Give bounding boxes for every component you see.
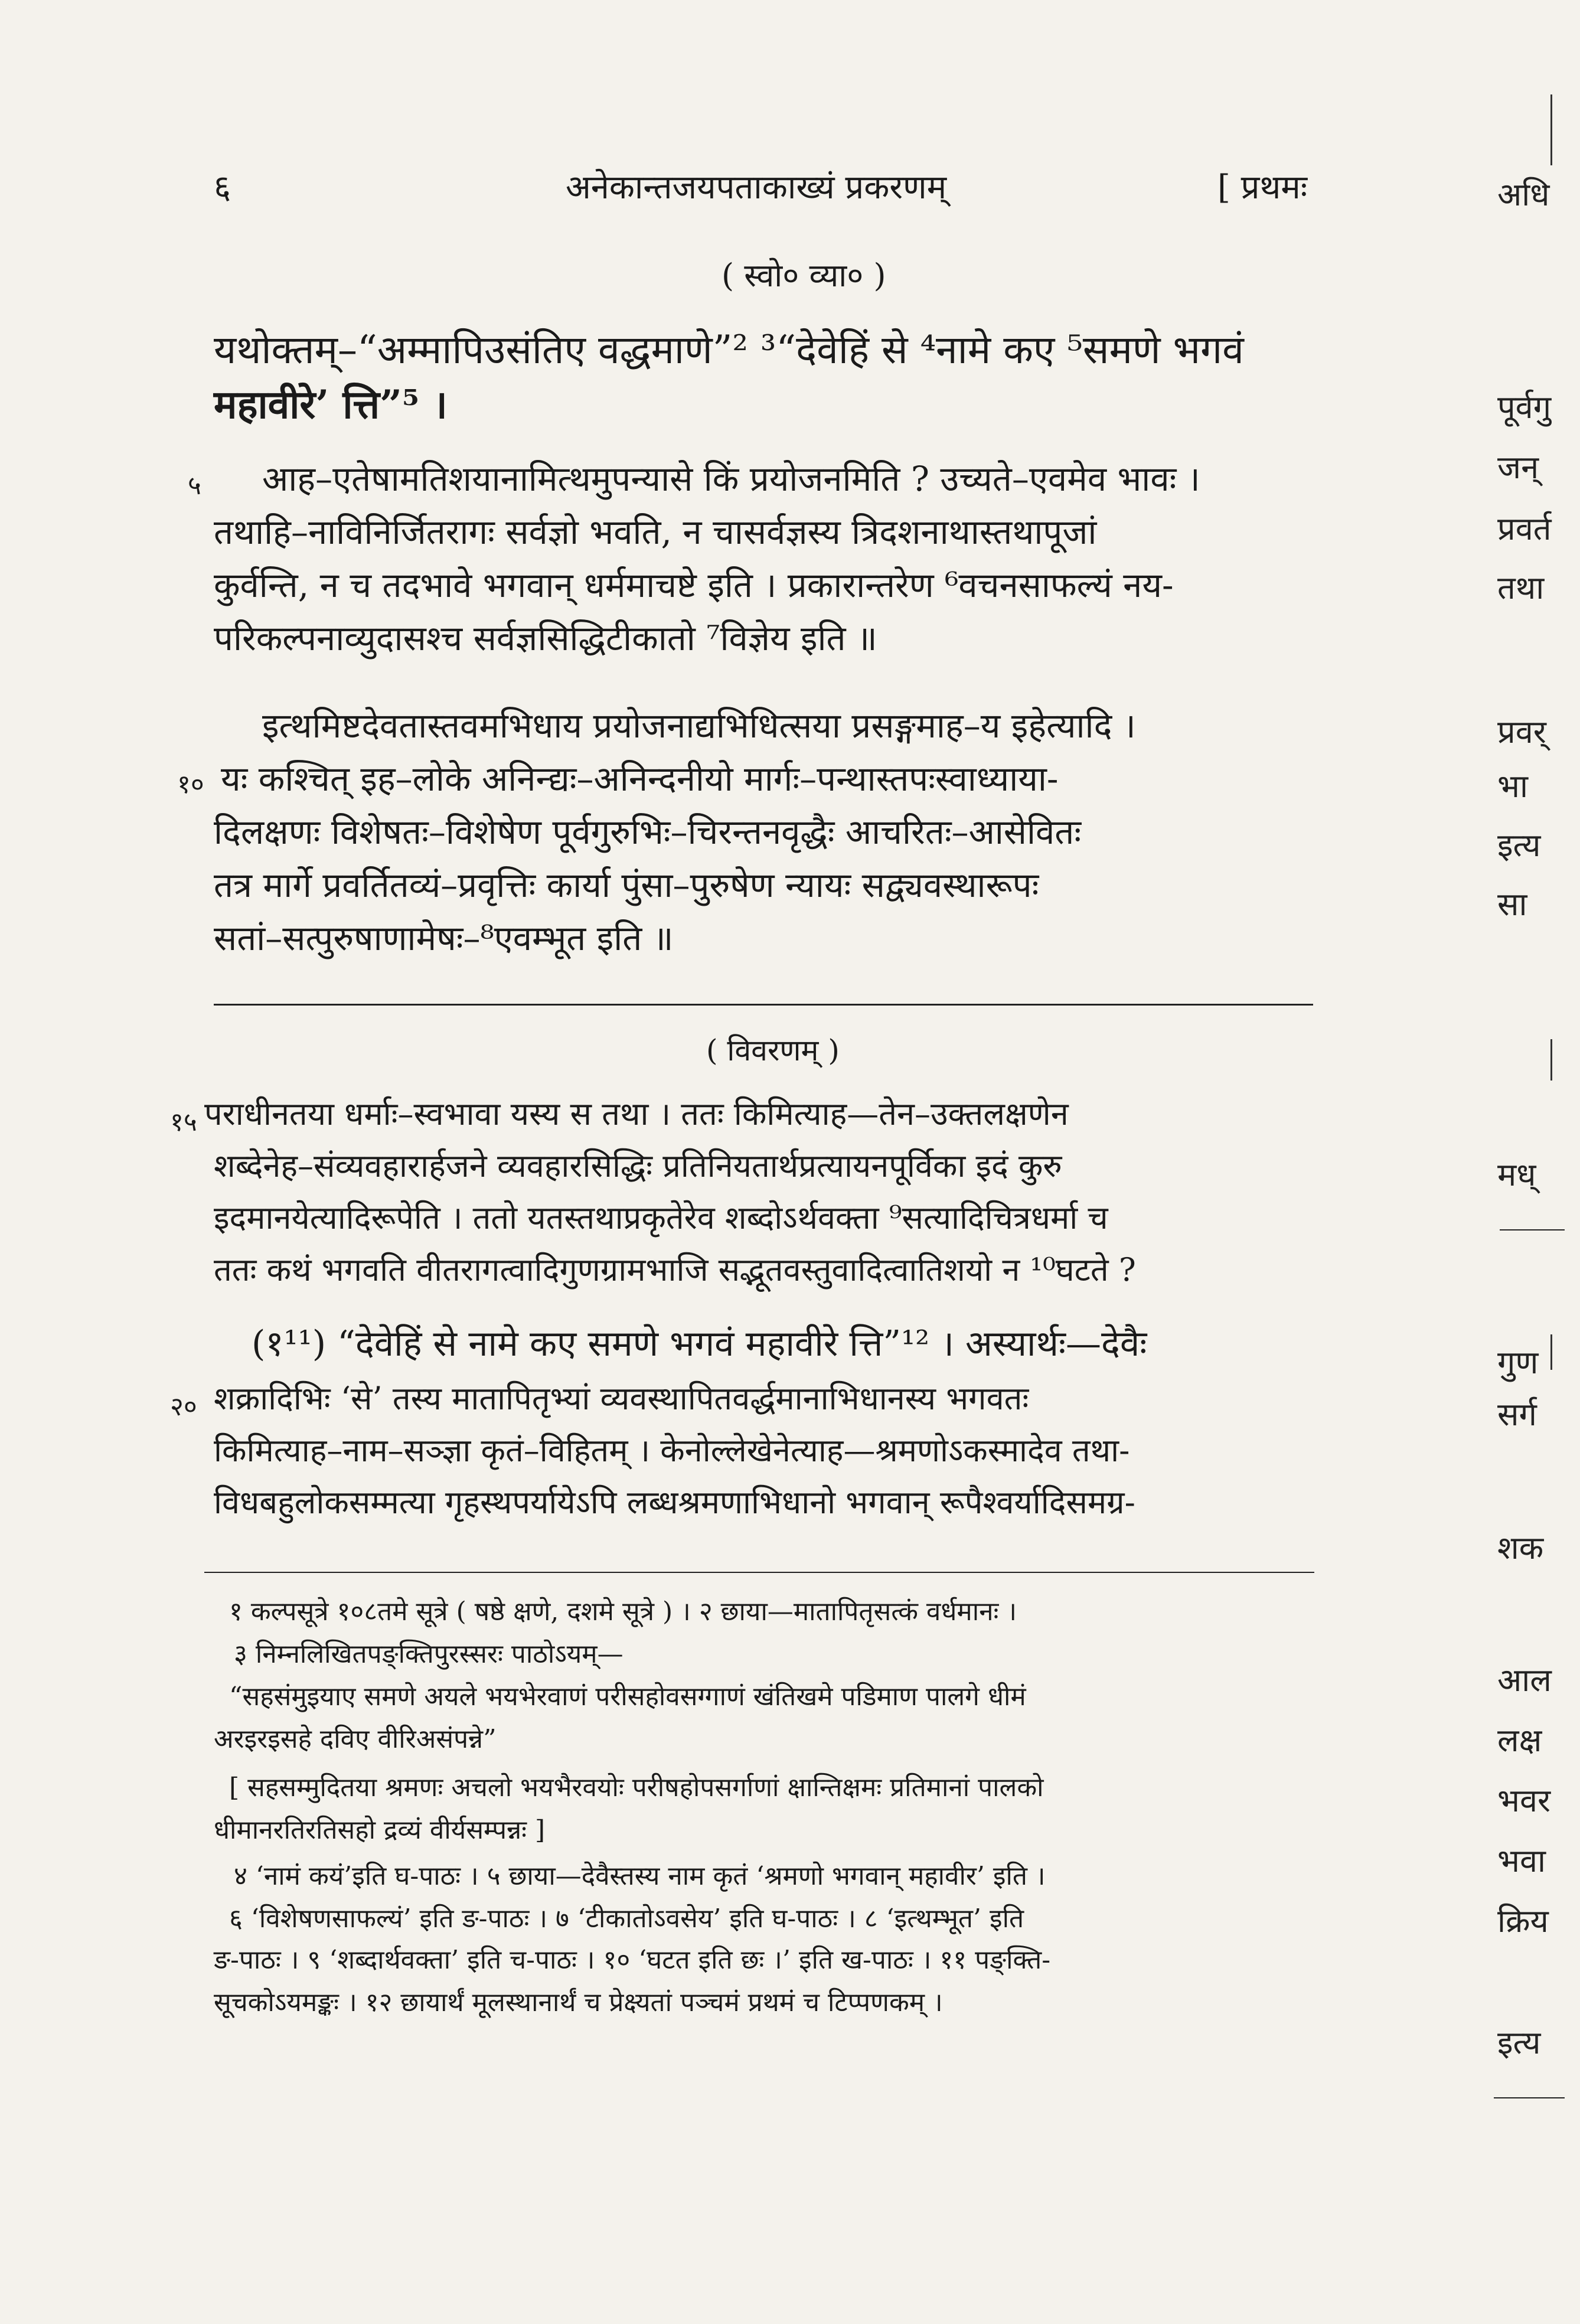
page-edge-mark — [1550, 1039, 1552, 1081]
facing-page-fragment: सर्ग — [1497, 1396, 1537, 1433]
facing-page-fragment: पूर्वगु — [1497, 389, 1552, 426]
facing-page-fragment: अधि — [1497, 176, 1550, 213]
text-line: इत्थमिष्टदेवतास्तवमभिधाय प्रयोजनाद्यभिधित्सया प्रसङ्गमाह–य इहेत्यादि । — [262, 706, 1136, 746]
facing-page-fragment: जन् — [1497, 449, 1539, 486]
facing-page-fragment: प्रवर् — [1497, 713, 1546, 750]
section-divider — [214, 1004, 1313, 1006]
text-line: पराधीनतया धर्माः–स्वभावा यस्य स तथा । ततः किमित्याह—तेन–उक्तलक्षणेन — [204, 1095, 1069, 1132]
text-line: आह–एतेषामतिशयानामित्थमुपन्यासे किं प्रयोजनमिति ? उच्यते–एवमेव भावः । — [262, 459, 1200, 499]
text-line: विधबहुलोकसम्मत्या गृहस्थपर्यायेऽपि लब्धश्रमणाभिधानो भगवान् रूपैश्वर्यादिसमग्र- — [214, 1484, 1135, 1521]
text-line: ततः कथं भगवति वीतरागत्वादिगुणग्रामभाजि सद्भूतवस्तुवादित्वातिशयो न ¹⁰घटते ? — [214, 1251, 1136, 1288]
line-number: १० — [177, 769, 204, 799]
facing-page-fragment: तथा — [1497, 569, 1545, 606]
text-line: दिलक्षणः विशेषतः–विशेषेण पूर्वगुरुभिः–चिरन्तनवृद्धैः आचरितः–आसेवितः — [214, 812, 1082, 852]
text-line: शब्देनेह–संव्यवहारार्हजने व्यवहारसिद्धिः प्रतिनियतार्थप्रत्यायनपूर्विका इदं कुरु — [214, 1147, 1062, 1184]
text-line: शक्रादिभिः ‘से’ तस्य मातापितृभ्यां व्यवस्थापितवर्द्धमानाभिधानस्य भगवतः — [214, 1380, 1029, 1417]
facing-page-fragment: मध् — [1497, 1156, 1536, 1193]
facing-page-fragment: प्रवर्त — [1497, 510, 1552, 547]
footnote-line: “सहसंमुइयाए समणे अयले भयभेरवाणं परीसहोवसग्गाणं खंतिखमे पडिमाण पालगे धीमं — [229, 1682, 1026, 1712]
facing-page-fragment: भवा — [1497, 1842, 1546, 1879]
footnote-line: ३ निम्नलिखितपङ्क्तिपुरस्सरः पाठोऽयम्— — [234, 1639, 623, 1669]
text-line: इदमानयेत्यादिरूपेति । ततो यतस्तथाप्रकृतेरेव शब्दोऽर्थवक्ता ⁹सत्यादिचित्रधर्मा च — [214, 1199, 1108, 1236]
footnote-line: अरइरइसहे दविए वीरिअसंपन्ने” — [214, 1724, 497, 1754]
page-edge-mark — [1494, 2097, 1565, 2098]
footnote-line: ६ ‘विशेषणसाफल्यं’ इति ङ-पाठः । ७ ‘टीकातोऽवसेय’ इति घ-पाठः । ८ ‘इत्थम्भूत’ इति — [229, 1904, 1024, 1934]
text-line: परिकल्पनाव्युदासश्च सर्वज्ञसिद्धिटीकातो ⁷विज्ञेय इति ॥ — [214, 618, 877, 658]
text-line: यः कश्चित् इह–लोके अनिन्द्यः–अनिन्दनीयो मार्गः–पन्थास्तपःस्वाध्याया- — [221, 759, 1059, 799]
facing-page-fragment: शक — [1497, 1529, 1544, 1566]
footnote-divider — [204, 1572, 1314, 1573]
running-title: अनेकान्तजयपताकाख्यं प्रकरणम् — [566, 168, 947, 207]
line-number: २० — [170, 1392, 197, 1422]
line-number: १५ — [170, 1107, 197, 1137]
facing-page-fragment: आल — [1497, 1662, 1552, 1699]
footnote-line: ४ ‘नामं कयं’इति घ-पाठः । ५ छाया—देवैस्तस्य नाम कृतं ‘श्रमणो भगवान् महावीर’ इति । — [234, 1861, 1046, 1891]
footnote-line: धीमानरतिरतिसहो द्रव्यं वीर्यसम्पन्नः ] — [214, 1815, 546, 1845]
facing-page-fragment: सा — [1497, 886, 1527, 923]
text-line: यथोक्तम्–“अम्मापिउसंतिए वद्धमाणे”² ³“देवेहिं से ⁴नामे कए ⁵समणे भगवं — [214, 327, 1244, 373]
footnote-line: [ सहसम्मुदितया श्रमणः अचलो भयभैरवयोः परीषहोपसर्गाणां क्षान्तिक्षमः प्रतिमानां पालको — [229, 1773, 1044, 1803]
vivarana-heading: ( विवरणम् ) — [706, 1033, 840, 1068]
facing-page-fragment: इत्य — [1497, 2024, 1541, 2061]
facing-page-fragment: भवर — [1497, 1782, 1551, 1819]
page-edge-mark — [1500, 1229, 1565, 1230]
text-line: (१¹¹) “देवेहिं से नामे कए समणे भगवं महावीरे त्ति”¹² । अस्यार्थः—देवैः — [252, 1323, 1147, 1365]
text-line: सतां–सत्पुरुषाणामेषः–⁸एवम्भूत इति ॥ — [214, 918, 674, 958]
footnote-line: १ कल्पसूत्रे १०८तमे सूत्रे ( षष्ठे क्षणे, दशमे सूत्रे ) । २ छाया—मातापितृसत्कं वर्धमानः । — [229, 1597, 1017, 1627]
facing-page-fragment: इत्य — [1497, 827, 1541, 864]
page-number: ६ — [214, 168, 231, 207]
footnote-line: सूचकोऽयमङ्कः । १२ छायार्थं मूलस्थानार्थं च प्रेक्ष्यतां पञ्चमं प्रथमं च टिप्पणकम् । — [214, 1987, 943, 2018]
page-edge-mark — [1550, 94, 1552, 165]
text-line: तत्र मार्गे प्रवर्तितव्यं–प्रवृत्तिः कार्या पुंसा–पुरुषेण न्यायः सद्व्यवस्थारूपः — [214, 865, 1039, 905]
text-line: कुर्वन्ति, न च तदभावे भगवान् धर्ममाचष्टे इति । प्रकारान्तरेण ⁶वचनसाफल्यं नय- — [214, 565, 1174, 605]
line-number: ५ — [188, 471, 201, 501]
text-line: महावीरे’ त्ति”⁵ । — [214, 381, 448, 427]
facing-page-fragment: लक्ष — [1497, 1722, 1542, 1759]
text-line: किमित्याह–नाम–सञ्ज्ञा कृतं–विहितम् । केनोल्लेखेनेत्याह—श्रमणोऽकस्मादेव तथा- — [214, 1432, 1130, 1469]
text-line: तथाहि–नाविनिर्जितरागः सर्वज्ञो भवति, न चासर्वज्ञस्य त्रिदशनाथास्तथापूजां — [214, 512, 1097, 552]
facing-page-fragment: गुण — [1497, 1344, 1539, 1381]
facing-page-fragment: भा — [1497, 768, 1528, 805]
facing-page-fragment: क्रिय — [1497, 1902, 1549, 1940]
page-edge-mark — [1550, 1334, 1552, 1370]
commentary-heading: ( स्वो० व्या० ) — [722, 257, 886, 294]
footnote-line: ङ-पाठः । ९ ‘शब्दार्थवक्ता’ इति च-पाठः । १० ‘घटत इति छः ।’ इति ख-पाठः । ११ पङ्क्ति- — [214, 1945, 1051, 1975]
section-label: [ प्रथमः — [1217, 168, 1308, 207]
